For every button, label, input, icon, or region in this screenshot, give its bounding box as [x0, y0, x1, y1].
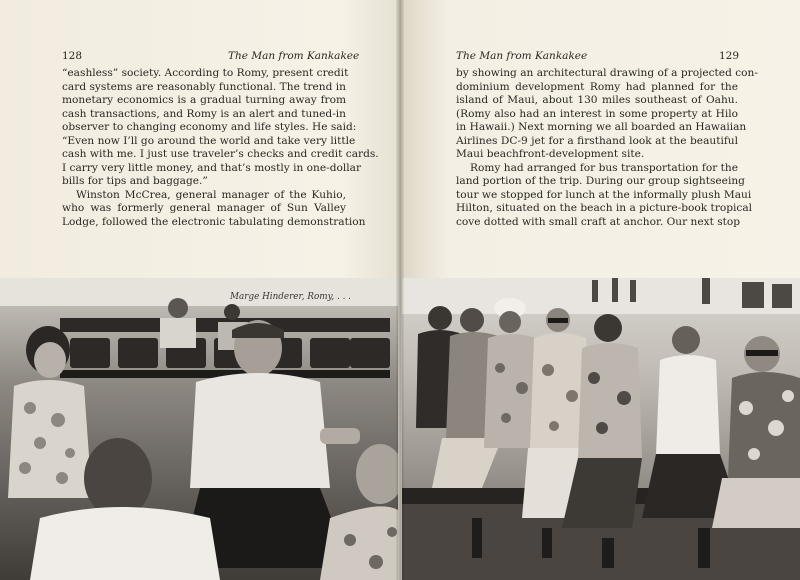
text-line: observer to changing economy and life styles. He said:	[62, 121, 357, 134]
running-head: The Man from Kankakee	[228, 50, 360, 62]
page-number: 128	[62, 50, 83, 62]
photo-caption: Marge Hinderer, Romy, . . .	[230, 292, 351, 302]
text-line: island of Maui, about 130 miles southeast of Oahu.	[456, 94, 738, 107]
text-line: Maui beachfront-development site.	[456, 148, 645, 161]
text-line: card systems are reasonably functional. The trend in	[62, 80, 346, 93]
book-gutter	[396, 0, 404, 580]
text-line: cash transactions, and Romy is an alert and tuned-in	[62, 107, 346, 120]
text-line: land portion of the trip. During our group sightseeing	[456, 175, 745, 188]
text-line: in Hawaii.) Next morning we all boarded an Hawaiian	[456, 121, 747, 134]
text-line: dominium development Romy had planned for the	[456, 80, 738, 93]
text-line: “Even now I’ll go around the world and take very little	[62, 134, 356, 147]
text-line: (Romy also had an interest in some property at Hilo	[456, 107, 738, 120]
text-line: Hilton, situated on the beach in a picture-book tropical	[456, 202, 753, 215]
photo-illustration	[0, 278, 398, 580]
text-line: who was formerly general manager of Sun Valley	[62, 202, 346, 215]
text-line: Romy had arranged for bus transportation for the	[470, 161, 738, 174]
photo-airport-lounge-right	[402, 278, 800, 580]
text-line: tour we stopped for lunch at the informally plush Maui	[456, 188, 752, 201]
text-line: I carry very little money, and that’s mostly in one-dollar	[62, 161, 362, 174]
photo-illustration	[402, 278, 800, 580]
text-line: “eashless” society. According to Romy, present credit	[62, 67, 349, 79]
body-text	[62, 67, 379, 230]
text-line: monetary economics is a gradual turning away from	[62, 94, 346, 107]
text-line: bills for tips and baggage.”	[62, 175, 208, 188]
page-number: 129	[719, 50, 740, 62]
text-line: Winston McCrea, general manager of the Kuhio,	[76, 188, 346, 201]
photo-airport-lounge-left	[0, 278, 398, 580]
text-line: Airlines DC-9 jet for a firsthand look at the beautiful	[456, 134, 738, 147]
running-head: The Man from Kankakee	[456, 50, 588, 62]
text-line: by showing an architectural drawing of a projected con-	[456, 67, 758, 79]
text-line: Lodge, followed the electronic tabulating demonstration	[62, 216, 366, 229]
text-line: cash with me. I just use traveler’s checks and credit cards.	[62, 148, 379, 161]
text-line: cove dotted with small craft at anchor. Our next stop	[456, 216, 741, 229]
body-text	[456, 67, 758, 230]
